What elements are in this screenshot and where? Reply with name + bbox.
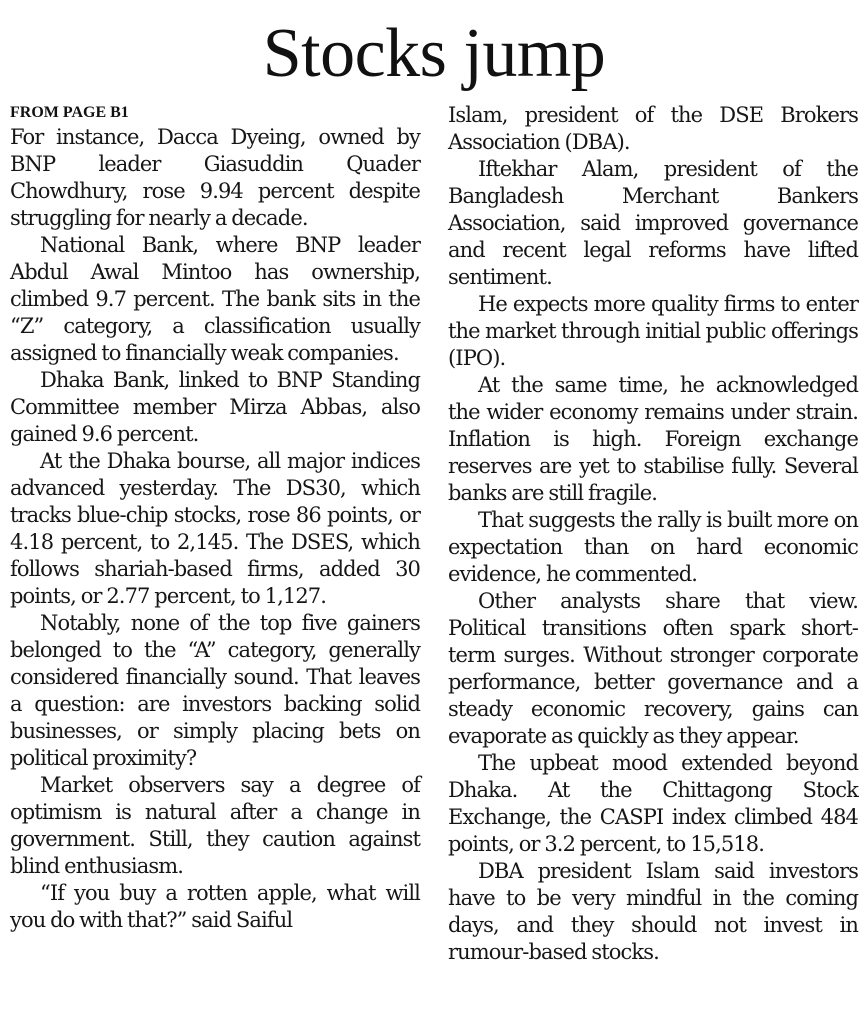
paragraph: Other analysts share that view. Political transitions often spark short-term surges. Without stronger corporate performance, better governance and a steady economic recovery, gains can evaporate as quickly as they appear. (448, 589, 858, 748)
paragraph: At the Dhaka bourse, all major indices advanced yesterday. The DS30, which tracks blue-chip stocks, rose 86 points, or 4.18 percent, to 2,145. The DSES, which follows shariah-based firms, added 30 points, or 2.77 percent, to 1,127. (10, 449, 420, 608)
paragraph: DBA president Islam said investors have to be very mindful in the coming days, and they should not invest in rumour-based stocks. (448, 859, 858, 964)
paragraph: National Bank, where BNP leader Abdul Awal Mintoo has ownership, climbed 9.7 percent. The bank sits in the “Z” category, a classification usually assigned to financially weak companies. (10, 233, 420, 365)
paragraph: Notably, none of the top five gainers belonged to the “A” category, generally considered financially sound. That leaves a question: are investors backing solid businesses, or simply placing bets on political proximity? (10, 611, 420, 770)
article-column-left (10, 102, 420, 1022)
paragraph: He expects more quality firms to enter the market through initial public offerings (IPO). (448, 292, 858, 370)
article-column-right (448, 102, 858, 1022)
paragraph: Dhaka Bank, linked to BNP Standing Committee member Mirza Abbas, also gained 9.6 percent. (10, 368, 420, 446)
paragraph: Islam, president of the DSE Brokers Association (DBA). (448, 103, 858, 154)
headline: Stocks jump (262, 15, 606, 92)
paragraph: Iftekhar Alam, president of the Bangladesh Merchant Bankers Association, said improved governance and recent legal reforms have lifted sentiment. (448, 157, 858, 289)
paragraph: Market observers say a degree of optimism is natural after a change in government. Still, they caution against blind enthusiasm. (10, 773, 420, 878)
paragraph: The upbeat mood extended beyond Dhaka. At the Chittagong Stock Exchange, the CASPI index climbed 484 points, or 3.2 percent, to 15,518. (448, 751, 858, 856)
paragraph: That suggests the rally is built more on expectation than on hard economic evidence, he commented. (448, 508, 858, 586)
paragraph: “If you buy a rotten apple, what will you do with that?” said Saiful (10, 881, 420, 932)
paragraph: At the same time, he acknowledged the wider economy remains under strain. Inflation is high. Foreign exchange reserves are yet to stabilise fully. Several banks are still fragile. (448, 373, 858, 505)
jump-label: FROM PAGE B1 (10, 104, 129, 121)
paragraph: For instance, Dacca Dyeing, owned by BNP leader Giasuddin Quader Chowdhury, rose 9.94 percent despite struggling for nearly a decade. (10, 125, 420, 230)
